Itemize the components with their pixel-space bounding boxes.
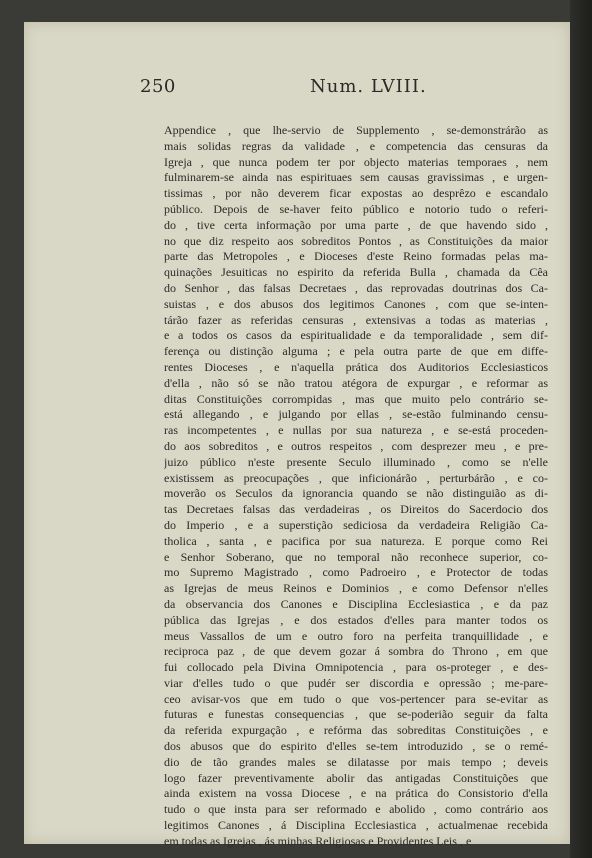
text-line: pública das Igrejas , e dos estados d'elles para manter todos os [164, 612, 548, 627]
text-line: parte das Metropoles , e Dioceses d'este Reino formadas pelas ma- [164, 249, 548, 264]
text-line: do aos sobreditos , e outros respeitos , com desprezer meu , e pre- [164, 438, 548, 453]
text-line: Igreja , que nunca podem ter por objecto materias temporaes , nem [164, 154, 548, 169]
text-line: ceo avisar-vos que em tudo o que vos-pertencer para se-evitar as [164, 691, 548, 706]
text-line: da observancia dos Canones e Disciplina Ecclesiastica , e da paz [164, 596, 548, 611]
text-line: tissimas , por não deverem ficar expostas ao desprêzo e escandalo [164, 186, 548, 201]
text-line: existissem as preocupações , que inficionárão , perturbárão , e co- [164, 470, 548, 485]
text-line: público. Depois de se-haver feito público e notorio tudo o referi- [164, 201, 548, 216]
text-line: ainda existem na vossa Diocese , e na prática do Consistorio d'ella [164, 786, 548, 801]
text-line: rentes Dioceses , e n'aquella prática dos Auditorios Ecclesiasticos [164, 359, 548, 374]
text-line: viar d'elles tudo o que pudér ser discordia e opressão ; me-pare- [164, 675, 548, 690]
text-line: tárão fazer as referidas censuras , extensivas a todas as materias , [164, 312, 548, 327]
text-line: fui collocado pela Divina Omnipotencia , para os-proteger , e des- [164, 660, 548, 675]
text-line: ditas Constituições corrompidas , mas que muito pelo contrário se- [164, 391, 548, 406]
text-line: e a todos os casos da espiritualidade e da temporalidade , sem dif- [164, 328, 548, 343]
text-line: dio de tão grandes males se dilatasse por mais tempo ; deveis [164, 754, 548, 769]
text-line: logo fazer preventivamente abolir das antigadas Constituições que [164, 770, 548, 785]
text-line: da referida expurgação , e refórma das sobreditas Constituições , e [164, 723, 548, 738]
text-line: no que diz respeito aos sobreditos Pontos , as Constituições da maior [164, 233, 548, 248]
text-line: quinações Jesuiticas no espirito da referida Bulla , chamada da Cêa [164, 265, 548, 280]
text-line: ras incompetentes , e nullas por sua natureza , e se-está proceden- [164, 423, 548, 438]
text-line: mo Supremo Magistrado , como Padroeiro , e Protector de todas [164, 565, 548, 580]
text-line: do Imperio , e a superstição sediciosa da verdadeira Religião Ca- [164, 517, 548, 532]
running-title: Num. LVIII. [310, 76, 427, 97]
text-line: legitimos Canones , á Disciplina Ecclesiastica , actualmenae recebida [164, 818, 548, 833]
page-number: 250 [140, 76, 176, 97]
text-line: suistas , e dos abusos dos legitimos Canones , com que se-inten- [164, 296, 548, 311]
text-line: em todas as Igrejas , ás minhas Religiosas e Providentes Leis , e [164, 833, 472, 848]
text-line: dos abusos que do espirito d'elles se-tem introduzido , se o remé- [164, 739, 548, 754]
text-line: mais solidas regras da validade , e competencia das censuras da [164, 138, 548, 153]
text-line: juizo público n'este presente Seculo illuminado , como se n'elle [164, 454, 548, 469]
text-line: tas Decretaes falsas das verdadeiras , os Direitos do Sacerdocio dos [164, 502, 548, 517]
text-line: reciproca paz , de que devem gozar á sombra do Throno , em que [164, 644, 548, 659]
text-line: tholica , santa , e pacifica por sua natureza. E porque como Rei [164, 533, 548, 548]
text-line: e Senhor Soberano, que no temporal não reconhece superior, co- [164, 549, 548, 564]
text-line: ferença ou distinção alguma ; e pela outra parte de que em diffe- [164, 344, 548, 359]
text-line: d'ella , não só se não tratou atégora de expurgar , e reformar as [164, 375, 548, 390]
text-line: Appendice , que lhe-servio de Supplemento , se-demonstrárão as [164, 123, 548, 137]
book-spine [570, 0, 592, 858]
text-line: do , tive certa informação por uma parte , de que havendo sido , [164, 217, 548, 232]
book-page [24, 22, 570, 848]
page-header [140, 76, 560, 100]
text-line: tudo o que insta para ser reformado e abolido , como contrário aos [164, 802, 548, 817]
text-line: fulminarem-se ainda nas espirituaes sem causas gravissimas , e urgen- [164, 170, 548, 185]
text-line: do Senhor , das falsas Decretaes , das reprovadas doutrinas dos Ca- [164, 280, 548, 295]
text-line: moverão os Seculos da ignorancia quando se não distinguião as di- [164, 486, 548, 501]
text-line: meus Vassallos de um e outro foro na perfeita tranquillidade , e [164, 628, 548, 643]
text-line: as Igrejas de meus Reinos e Dominios , e como Defensor n'elles [164, 581, 548, 596]
text-line: futuras e funestas consequencias , que se-poderião seguir da falta [164, 707, 548, 722]
text-line: está allegando , e julgando por ellas , se-estão fulminando censu- [164, 407, 548, 422]
body-text [164, 123, 548, 850]
